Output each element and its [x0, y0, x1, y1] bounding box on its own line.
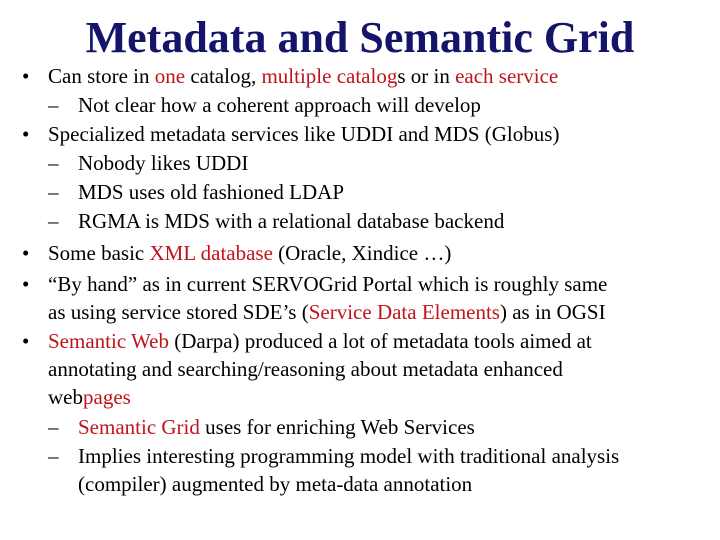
highlighted-text: XML database: [149, 241, 273, 265]
bullet-line: [48, 357, 563, 382]
dash-marker: –: [48, 415, 59, 439]
dash-marker: –: [48, 444, 59, 468]
text-segment: annotating and searching/reasoning about metadata enhanced: [48, 357, 563, 381]
text-segment: (compiler) augmented by meta-data annotation: [78, 472, 473, 496]
text-segment: Some basic: [48, 241, 150, 265]
dash-marker: –: [48, 209, 59, 233]
text-segment: Can store in: [48, 64, 155, 88]
highlighted-text: Semantic Grid: [78, 415, 200, 439]
highlighted-text: one: [154, 64, 186, 88]
sub-bullet-line: [78, 472, 472, 497]
highlighted-text: pages: [83, 385, 131, 409]
bullet-marker: •: [22, 272, 30, 296]
bullet-line: [48, 300, 606, 325]
sub-bullet-line: [48, 180, 344, 205]
sub-bullet-line: [48, 209, 505, 234]
text-segment: ) as in OGSI: [499, 300, 606, 324]
bullet-line: [22, 241, 452, 266]
text-segment: RGMA is MDS with a relational database backend: [78, 209, 505, 233]
text-segment: catalog,: [185, 64, 262, 88]
text-segment: MDS uses old fashioned LDAP: [78, 180, 344, 204]
bullet-marker: •: [22, 122, 30, 146]
text-segment: (Oracle, Xindice …): [272, 241, 452, 265]
slide-title: Metadata and Semantic Grid: [85, 13, 635, 62]
highlighted-text: Semantic Web: [48, 329, 169, 353]
bullet-marker: •: [22, 241, 30, 265]
text-segment: Not clear how a coherent approach will develop: [78, 93, 481, 117]
text-segment: Specialized metadata services like UDDI and MDS (Globus): [48, 122, 560, 146]
highlighted-text: Service Data Elements: [308, 300, 500, 324]
dash-marker: –: [48, 93, 59, 117]
highlighted-text: multiple catalog: [261, 64, 398, 88]
text-segment: s or in: [397, 64, 456, 88]
highlighted-text: each service: [455, 64, 559, 88]
bullet-line: [22, 272, 608, 297]
sub-bullet-line: [48, 415, 475, 440]
text-segment: “By hand” as in current SERVOGrid Portal which is roughly same: [48, 272, 608, 296]
text-segment: (Darpa) produced a lot of metadata tools aimed at: [168, 329, 592, 353]
bullet-line: [48, 385, 131, 410]
text-segment: Implies interesting programming model with traditional analysis: [78, 444, 620, 468]
dash-marker: –: [48, 151, 59, 175]
bullet-line: [22, 122, 560, 147]
text-segment: Nobody likes UDDI: [78, 151, 249, 175]
sub-bullet-line: [48, 93, 481, 118]
text-segment: web: [48, 385, 83, 409]
bullet-marker: •: [22, 329, 30, 353]
bullet-marker: •: [22, 64, 30, 88]
sub-bullet-line: [48, 151, 249, 176]
dash-marker: –: [48, 180, 59, 204]
bullet-line: [22, 64, 559, 89]
text-segment: uses for enriching Web Services: [199, 415, 475, 439]
text-segment: as using service stored SDE’s (: [48, 300, 309, 324]
bullet-line: [22, 329, 592, 354]
sub-bullet-line: [48, 444, 620, 469]
